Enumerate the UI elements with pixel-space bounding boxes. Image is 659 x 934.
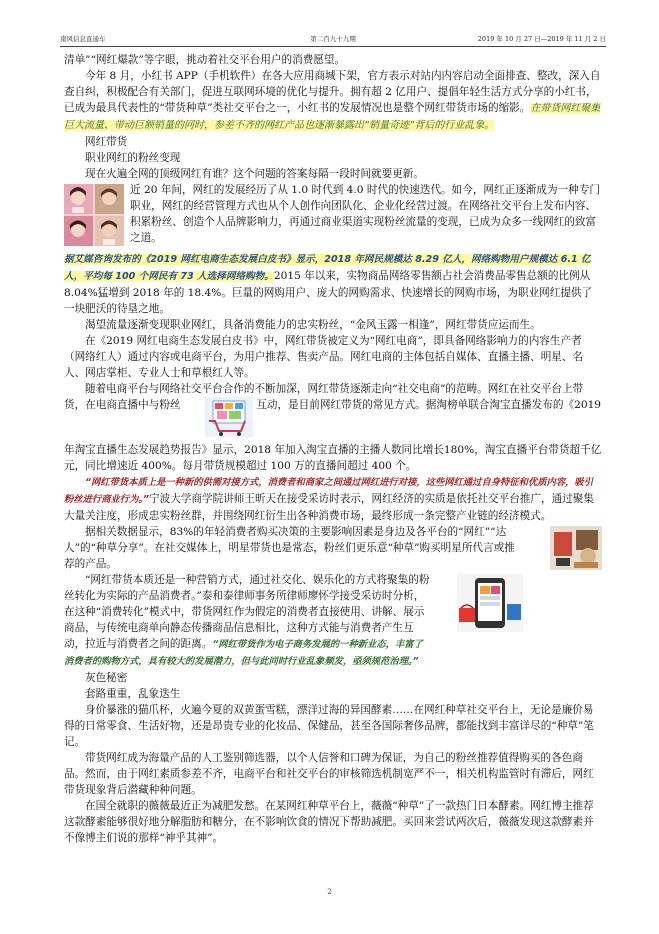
paragraph-3: 现在火遍全网的顶级网红有谁？这个问题的答案每隔一段时间就要更新。 xyxy=(85,168,424,180)
paragraph-10-text: 据相关数据显示，83%的年轻消费者购买决策的主要影响因素是身边及各平台的“网红”“达人”的“种草分享”。在社交媒体上，明星带货也是常态，粉丝们更乐意“种草”购买明星所代言或推荐的产品。 xyxy=(64,526,515,570)
paragraph-14: 在国全就职的薇薇最近正为减肥发愁。在某网红种草平台上，薇薇“种草”了一款热门日本酵素。网红博主推荐这款酵素能够很好地分解脂肪和糖分，在不影响饮食的情况下帮助减肥。买回来尝试两次后，薇薇发现这款酵素并不像博主们说的那样“神乎其神”。 xyxy=(64,800,594,844)
paragraph-13: 带货网红成为海量产品的人工鉴别筛选器，以个人信誉和口碑为保证，为自己的粉丝推荐值得购买的各色商品。然而，由于网红素质参差不齐，电商平台和社交平台的审核筛选机制宽严不一，相关机构监管时有滞后，网红带货现象背后潜藏种种问题。 xyxy=(64,752,594,796)
paragraph-12: 身价暴涨的猫爪杯，火遍今夏的双黄蛋雪糕，漂洋过海的异国酵素……在网红种草社交平台上，无论是廉价易得的日常零食、生活好物，还是昂贵专业的化妆品、保健品，甚至各国际奢侈品牌，都能找到丰富详尽的“种草”笔记。 xyxy=(64,704,594,748)
paragraph-8 xyxy=(64,381,602,474)
header-publication: 南风信息直通车 xyxy=(60,35,106,43)
page-number: 2 xyxy=(327,888,332,896)
subheading-2: 套路重重，乱象迭生 xyxy=(85,688,181,700)
paragraph-8-text-b: 互动，是目前网红带货的常见方式。据淘榜单联合淘宝直播发布的《2019 年 xyxy=(64,399,602,456)
paragraph-2-highlight: 在带货网红聚集巨大流量、带动巨额销量的同时，参差不齐的网红产品也逐渐暴露出“销量奇迹”背后的行业乱象。 xyxy=(64,103,601,131)
paragraph-5-text: 2015 年以来，实物商品网络零售额占社会消费品零售总额的比例从 8.04%猛增到 2018 年的 18.4%。巨量的网购用户、庞大的网购需求、快速增长的网购市场，为职业网红提供了一块肥沃的待垦之地。 xyxy=(64,270,593,315)
consumer-photo-graphic xyxy=(550,526,602,570)
phone-shopping-graphic xyxy=(457,574,523,632)
phone-shopping-photo xyxy=(436,574,523,637)
paragraph-8-text-d: 180%，淘宝直播平台带货超千亿元，同比增速近 400%。每月带货规模超过 100 万 xyxy=(64,444,602,472)
paragraph-9 xyxy=(64,474,602,524)
paragraph-9-highlight: “网红带货本质上是一种新的供需对接方式，消费者和商家之间通过网红进行对接，这些网红通过自身特征和优质内容，吸引粉丝进行商业行为。” xyxy=(64,477,594,505)
shopping-cart-icon xyxy=(205,397,253,437)
paragraph-8-text-a: 随着电商平台与网络社交平台合作的不断加深，网红带货逐渐走向“社交电商”的范畴。网红在社交平台上带货，在电商直播中与粉丝 xyxy=(64,383,584,411)
paragraph-11 xyxy=(64,572,602,670)
paragraph-2 xyxy=(64,68,602,134)
paragraph-5 xyxy=(64,251,602,317)
paragraph-11-text: “网红带货本质还是一种营销方式，通过社交化、娱乐化的方式将聚集的粉丝转化为实际的产品消费者。”泰和泰律师事务所律师廖怀学接受采访时分析，在这种“消费转化”模式中，带货网红作为假定的消费者直接使用、讲解、展示商品，与传统电商单向静态传播商品信息相比，这种方式能与消费者产生互动，拉近与消费者之间的距离。 xyxy=(64,574,430,650)
paragraph-11-highlight: “网红带货作为电子商务发展的一种新业态，丰富了消费者的购物方式，具有较大的发展潜力，但与此同时行业乱象频发，亟须规范治理。” xyxy=(64,639,423,667)
paragraph-4 xyxy=(64,182,602,246)
header-issue: 第二百九十九期 xyxy=(310,35,356,43)
influencer-photo-graphic xyxy=(64,184,124,246)
paragraph-8-text-e: 的直播间超过 400 个。 xyxy=(304,460,417,472)
consumer-photo xyxy=(529,526,602,575)
subheading-1: 职业网红的粉丝变现 xyxy=(85,152,181,164)
paragraph-6: 渴望流量逐渐变现职业网红，具备消费能力的忠实粉丝，“金风玉露一相逢”，网红带货应运而生。 xyxy=(85,319,541,331)
paragraph-1: 清单”“网红爆款”等字眼，挑动着社交平台用户的消费愿望。 xyxy=(64,54,346,66)
paragraph-10 xyxy=(64,524,602,572)
paragraph-5-highlight: 据艾媒咨询发布的《2019 网红电商生态发展白皮书》显示，2018 年网民规模达 8.29 亿人，网络购物用户规模达 6.1 亿人，平均每 100 个网民有 73 人选择网络购物。 xyxy=(64,254,591,282)
influencer-photo xyxy=(64,184,124,251)
article-body xyxy=(64,52,602,846)
paragraph-8-text-c: 淘宝直播生态发展趋势报告》显示，2018 年加入淘宝直播的主播人数同比增长 xyxy=(74,444,444,456)
shopping-cart-image xyxy=(184,397,253,442)
paragraph-2-text: 今年 8 月，小红书 APP（手机软件）在各大应用商城下架，官方表示对站内内容启动全面排查、整改，深入自查自纠，积极配合有关部门，促进互联网环境的优化与提升。拥有超 2 亿用户、提倡年轻生活方式分享的小红书，已成为最具代表性的“带货种草”类社交平台之一，小红书的发展情况也是整个网红带货市场的缩影。 xyxy=(64,70,601,114)
paragraph-7: 在《2019 网红电商生态发展白皮书》中，网红带货被定义为“网红电商”，即具备网络影响力的内容生产者（网络红人）通过内容或电商平台，为用户推荐、售卖产品。网红电商的主体包括自媒体、直播主播、明星、名人、网店掌柜、专业人士和草根红人等。 xyxy=(64,335,584,379)
section-heading-1: 网红带货 xyxy=(85,136,128,148)
section-heading-2: 灰色秘密 xyxy=(85,672,128,684)
page-header xyxy=(60,34,606,47)
paragraph-4-text: 近 20 年间，网红的发展经历了从 1.0 时代到 4.0 时代的快速迭代。如今，网红正逐渐成为一种专门职业，网红的经营管理方式也从个人创作向团队化、企业化经营过渡。在网络社交平台上发布内容、积累粉丝、创造个人品牌影响力，再通过商业渠道实现粉丝流量的变现，已成为众多一线网红的致富之道。 xyxy=(130,184,600,244)
header-date-range: 2019 年 10 月 27 日—2019 年 11 月 2 日 xyxy=(477,35,606,43)
paragraph-9-text: 宁波大学商学院讲师王昕天在接受采访时表示，网红经济的实质是依托社交平台推广，通过聚集大量关注度，形成忠实粉丝群，并围绕网红衍生出各种消费市场，最终形成一条完整产业链的经济模式。 xyxy=(64,493,594,522)
